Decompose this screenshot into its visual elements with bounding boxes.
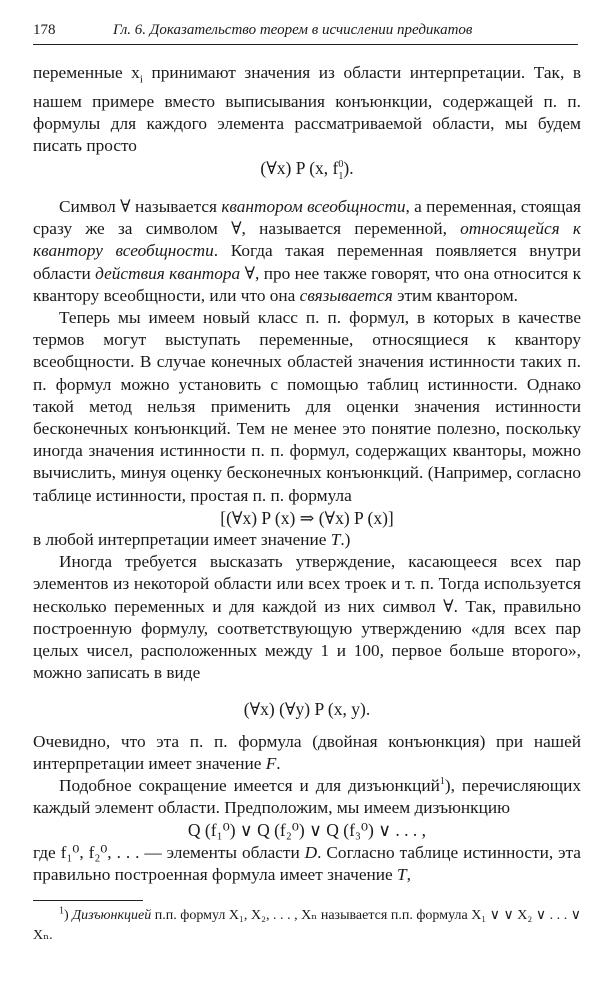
formula-2: [(∀x) P (x) ⇒ (∀x) P (x)] [220,507,394,528]
paragraph-8: где f₁⁰, f₂⁰, . . . — элементы области D. Согласно таблице истинности, эта правильно построенная формула имеет значение T, [33,842,581,884]
formula-1: (∀x) P (x, $f^0_1$). [260,158,354,182]
paragraph-7: Подобное сокращение имеется и для дизъюнкций$^1$), перечисляющих каждый элемент области. Предположим, мы имеем дизъюнкцию [33,776,581,818]
footnote: $^1$) Дизъюнкцией п.п. формул X₁, X₂, . . . , Xₙ называется п.п. формула X₁ ∨ ∨ X₂ ∨ . . . ∨ Xₙ. [33,905,581,943]
main-text [33,62,581,886]
paragraph-4: в любой интерпретации имеет значение T.) [33,530,351,550]
paragraph-1: переменные $x_i$ принимают значения из области интерпретации. Так, в нашем примере вместо выписывания конъюнкции, содержащей п. п. формулы для каждого элемента рассматриваемой области, мы будем писать просто [33,63,582,156]
page-number: 178 [33,22,56,38]
formula-4: Q (f₁⁰) ∨ Q (f₂⁰) ∨ Q (f₃⁰) ∨ . . . , [187,820,427,841]
paragraph-5: Иногда требуется высказать утверждение, касающееся всех пар элементов из некоторой области или всех троек и т. п. Тогда используется несколько переменных и для каждой из них символ ∀. Так, правильно построенную формулу, соответствующую утверждению «для всех пар целых чисел, расположенных между 1 и 100, первое больше второго», можно записать в виде [33,552,581,683]
running-title: Гл. 6. Доказательство теорем в исчислении предикатов [113,22,473,38]
formula-3: (∀x) (∀y) P (x, y). [243,699,371,720]
paragraph-6: Очевидно, что эта п. п. формула (двойная конъюнкция) при нашей интерпретации имеет значение F. [33,731,581,773]
running-header [33,22,578,45]
paragraph-2: Символ ∀ называется квантором всеобщности, а переменная, стоящая сразу же за символом ∀, называется переменной, относящейся к квантору всеобщности. Когда такая переменная появляется внутри области действия квантора ∀, про нее также говорят, что она относится к квантору всеобщности, или что она связывается этим квантором. [33,196,581,305]
paragraph-3: Теперь мы имеем новый класс п. п. формул, в которых в качестве термов могут выступать переменные, относящиеся к квантору всеобщности. В случае конечных областей значения истинности таких п. п. формул можно установить с помощью таблиц истинности. Однако такой метод нельзя применить для оценки значения истинности бесконечных конъюнкций. Тем не менее это понятие полезно, поскольку иногда значения истинности п. п. формул, содержащих кванторы, можно вычислить, минуя оценку бесконечных конъюнкций. (Например, согласно таблице истинности, простая п. п. формула [33,307,581,505]
footnote-divider [33,900,143,901]
